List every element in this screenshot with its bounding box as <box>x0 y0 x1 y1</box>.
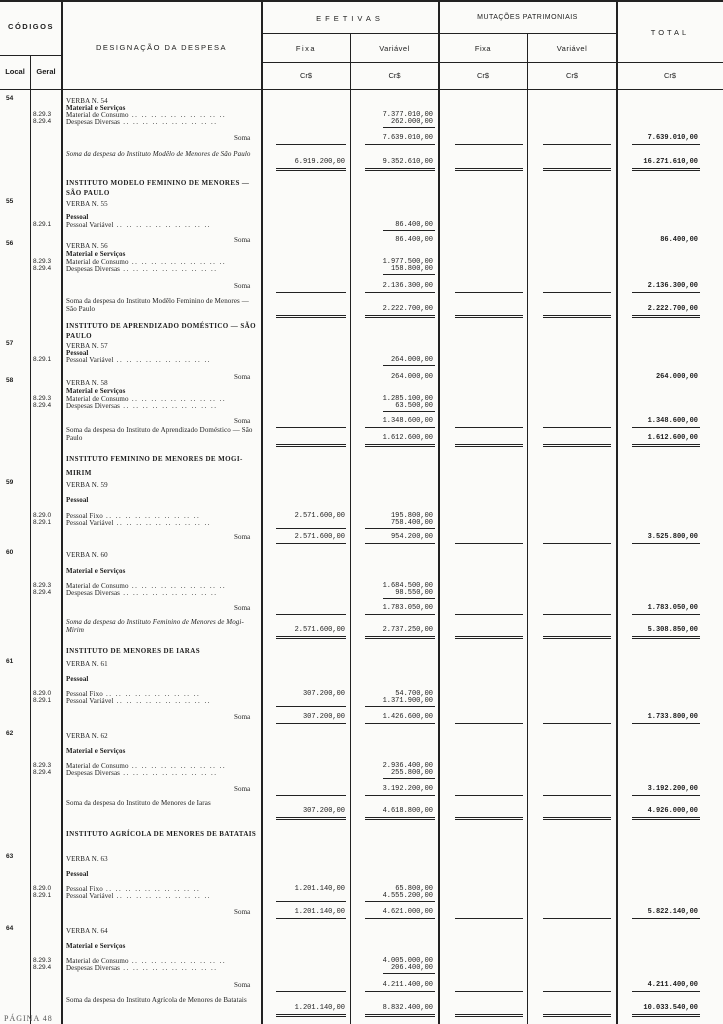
soma-label: Soma <box>234 417 251 425</box>
item-label: Soma da despesa do Instituto Agrícola de Menores de Batatais <box>66 996 247 1004</box>
soma-rule-total <box>632 918 700 919</box>
soma-rule-variavel <box>365 144 435 145</box>
item-label: VERBA N. 61 <box>66 660 108 668</box>
value-variavel: 1.348.600,00 <box>382 417 433 425</box>
value-variavel: 54.700,00 <box>395 690 433 698</box>
value-variavel: 86.400,00 <box>395 221 433 229</box>
soma-rule-fixa <box>276 427 346 428</box>
value-variavel: 7.377.010,00 <box>382 111 433 119</box>
soma-rule-mut-var <box>543 614 611 615</box>
leader-dots: .. .. .. .. .. .. .. .. .. .. <box>120 964 218 972</box>
value-variavel: 2.222.700,00 <box>382 305 433 313</box>
soma-rule-mut-var <box>543 795 611 796</box>
group-label: Pessoal <box>66 349 89 357</box>
value-variavel: 158.800,00 <box>390 265 433 273</box>
leader-dots: .. .. .. .. .. .. .. .. .. .. <box>120 402 218 410</box>
soma-rule-mut-var <box>543 292 611 293</box>
code-geral: 8.29.3 <box>33 762 52 769</box>
value-variavel: 255.800,00 <box>390 769 433 777</box>
sum-rule-variavel <box>365 315 435 318</box>
item-label: VERBA N. 57 <box>66 342 108 350</box>
section-title: INSTITUTO FEMININO DE MENORES DE MOGI-MIRIM <box>66 455 243 477</box>
code-local: 63 <box>6 853 14 860</box>
code-geral: 8.29.1 <box>33 356 52 363</box>
unit-variavel: Cr$ <box>388 71 401 80</box>
group-label: Material e Serviços <box>66 942 126 950</box>
value-total: 3.525.800,00 <box>647 533 698 541</box>
header-local: Local <box>5 67 25 76</box>
soma-rule-total <box>632 614 700 615</box>
col-line-geral <box>61 0 63 1024</box>
soma-rule-variavel <box>365 543 435 544</box>
value-total: 264.000,00 <box>655 373 698 381</box>
soma-rule-fixa <box>276 144 346 145</box>
sum-rule-fixa <box>276 817 346 820</box>
sum-rule-variavel <box>365 636 435 639</box>
value-variavel: 195.800,00 <box>390 512 433 520</box>
underline-variavel <box>383 274 435 275</box>
value-fixa: 307.200,00 <box>302 713 345 721</box>
item-label: Pessoal Variável .. .. .. .. .. .. .. .. .. .. <box>66 697 212 705</box>
section-title: INSTITUTO MODELO FEMININO DE MENORES — SÃO PAULO <box>66 179 250 197</box>
value-variavel: 1.285.100,00 <box>382 395 433 403</box>
item-label: VERBA N. 56 <box>66 242 108 250</box>
col-line-mut-variavel <box>616 0 618 1024</box>
item-label: Material de Consumo .. .. .. .. .. .. .. .. .. .. <box>66 762 227 770</box>
soma-rule-mut-fixa <box>455 543 523 544</box>
value-variavel: 4.211.400,00 <box>382 981 433 989</box>
code-geral: 8.29.1 <box>33 519 52 526</box>
value-variavel: 1.977.500,00 <box>382 258 433 266</box>
item-label: Soma da despesa do Instituto Feminino de Menores de Mogi-Mirim <box>66 618 244 634</box>
value-variavel: 1.371.900,00 <box>382 697 433 705</box>
code-geral: 8.29.0 <box>33 512 52 519</box>
item-label: VERBA N. 55 <box>66 200 108 208</box>
soma-rule-total <box>632 795 700 796</box>
header-rule-codes <box>0 55 62 56</box>
value-fixa: 2.571.600,00 <box>294 512 345 520</box>
header-variavel: Variável <box>379 44 410 53</box>
col-line-fixa <box>350 33 351 1024</box>
value-total: 1.733.800,00 <box>647 713 698 721</box>
code-geral: 8.29.0 <box>33 690 52 697</box>
value-total: 2.136.300,00 <box>647 282 698 290</box>
item-label: Material de Consumo .. .. .. .. .. .. .. .. .. .. <box>66 111 227 119</box>
soma-rule-total <box>632 427 700 428</box>
value-total: 10.033.540,00 <box>643 1004 698 1012</box>
code-geral: 8.29.4 <box>33 769 52 776</box>
unit-mut-variavel: Cr$ <box>565 71 579 80</box>
item-label: VERBA N. 54 <box>66 97 108 105</box>
item-label: Despesas Diversas .. .. .. .. .. .. .. .. .. .. <box>66 769 218 777</box>
leader-dots: .. .. .. .. .. .. .. .. .. .. <box>128 957 227 965</box>
code-geral: 8.29.4 <box>33 118 52 125</box>
soma-rule-fixa <box>276 723 346 724</box>
leader-dots: .. .. .. .. .. .. .. .. .. .. <box>120 589 218 597</box>
group-label: Material e Serviços <box>66 250 126 258</box>
soma-rule-variavel <box>365 723 435 724</box>
code-geral: 8.29.3 <box>33 395 52 402</box>
item-label: Pessoal Variável .. .. .. .. .. .. .. .. .. .. <box>66 892 212 900</box>
value-total: 1.348.600,00 <box>647 417 698 425</box>
item-label: Despesas Diversas .. .. .. .. .. .. .. .. .. .. <box>66 964 218 972</box>
sum-rule-mut-var <box>543 1014 611 1017</box>
value-variavel: 4.621.000,00 <box>382 908 433 916</box>
section-title: INSTITUTO DE MENORES DE IARAS <box>66 647 201 655</box>
sum-rule-fixa <box>276 636 346 639</box>
underline-variavel <box>383 973 435 974</box>
underline-variavel <box>383 127 435 128</box>
sum-rule-mut-fixa <box>455 636 523 639</box>
leader-dots: .. .. .. .. .. .. .. .. .. .. <box>128 762 227 770</box>
soma-label: Soma <box>234 981 251 989</box>
unit-mut-fixa: Cr$ <box>476 71 490 80</box>
leader-dots: .. .. .. .. .. .. .. .. .. .. <box>113 892 212 900</box>
code-local: 61 <box>6 658 14 665</box>
sum-rule-variavel <box>365 168 435 171</box>
item-label: VERBA N. 59 <box>66 481 108 489</box>
sum-rule-mut-var <box>543 444 611 447</box>
code-geral: 8.29.4 <box>33 589 52 596</box>
code-local: 64 <box>6 925 14 932</box>
code-geral: 8.29.3 <box>33 111 52 118</box>
value-variavel: 63.500,00 <box>395 402 433 410</box>
soma-rule-variavel <box>365 795 435 796</box>
leader-dots: .. .. .. .. .. .. .. .. .. .. <box>120 769 218 777</box>
item-label: VERBA N. 64 <box>66 927 108 935</box>
underline-variavel <box>383 778 435 779</box>
value-variavel: 1.684.500,00 <box>382 582 433 590</box>
soma-rule-mut-fixa <box>455 614 523 615</box>
group-label: Pessoal <box>66 496 89 504</box>
header-efetivas: EFETIVAS <box>316 14 384 23</box>
value-fixa: 307.200,00 <box>302 690 345 698</box>
code-geral: 8.29.4 <box>33 402 52 409</box>
header-codigos: CÓDIGOS <box>8 22 54 31</box>
value-total: 16.271.610,00 <box>643 158 698 166</box>
sum-rule-fixa <box>276 1014 346 1017</box>
leader-dots: .. .. .. .. .. .. .. .. .. .. <box>120 118 218 126</box>
sum-rule-mut-var <box>543 636 611 639</box>
group-label: Pessoal <box>66 870 89 878</box>
value-total: 3.192.200,00 <box>647 785 698 793</box>
value-variavel: 65.800,00 <box>395 885 433 893</box>
value-total: 1.783.050,00 <box>647 604 698 612</box>
item-label: VERBA N. 63 <box>66 855 108 863</box>
leader-dots: .. .. .. .. .. .. .. .. .. .. <box>128 111 227 119</box>
leader-dots: .. .. .. .. .. .. .. .. .. .. <box>113 697 212 705</box>
item-label: Despesas Diversas .. .. .. .. .. .. .. .. .. .. <box>66 265 218 273</box>
header-mutacoes: MUTAÇÕES PATRIMONIAIS <box>477 14 578 21</box>
soma-rule-total <box>632 543 700 544</box>
sum-rule-total <box>632 817 700 820</box>
item-label: Pessoal Variável .. .. .. .. .. .. .. .. .. .. <box>66 519 212 527</box>
underline-variavel <box>383 411 435 412</box>
value-total: 7.639.010,00 <box>647 134 698 142</box>
value-total: 5.822.140,00 <box>647 908 698 916</box>
value-variavel: 206.400,00 <box>390 964 433 972</box>
code-geral: 8.29.1 <box>33 892 52 899</box>
soma-rule-fixa <box>276 614 346 615</box>
soma-rule-variavel <box>365 918 435 919</box>
code-geral: 8.29.3 <box>33 957 52 964</box>
value-fixa: 1.201.140,00 <box>294 885 345 893</box>
item-label: Soma da despesa do Instituto de Menores de Iaras <box>66 799 211 807</box>
group-label: Pessoal <box>66 213 89 221</box>
code-geral: 8.29.3 <box>33 582 52 589</box>
soma-rule-mut-var <box>543 427 611 428</box>
soma-rule-mut-fixa <box>455 918 523 919</box>
group-label: Material e Serviços <box>66 567 126 575</box>
underline-variavel <box>383 230 435 231</box>
soma-rule-mut-var <box>543 918 611 919</box>
value-variavel: 954.200,00 <box>390 533 433 541</box>
item-label: Material de Consumo .. .. .. .. .. .. .. .. .. .. <box>66 395 227 403</box>
value-total: 86.400,00 <box>660 236 698 244</box>
soma-rule-total <box>632 991 700 992</box>
soma-label: Soma <box>234 533 251 541</box>
value-total: 5.308.850,00 <box>647 626 698 634</box>
section-title: INSTITUTO AGRÍCOLA DE MENORES DE BATATAIS <box>66 830 257 838</box>
item-label: VERBA N. 60 <box>66 551 108 559</box>
soma-rule-total <box>632 144 700 145</box>
value-total: 4.211.400,00 <box>647 981 698 989</box>
soma-rule-mut-var <box>543 723 611 724</box>
group-label: Pessoal <box>66 675 89 683</box>
sum-rule-fixa <box>276 444 346 447</box>
value-variavel: 264.000,00 <box>390 356 433 364</box>
leader-dots: .. .. .. .. .. .. .. .. .. .. <box>128 582 227 590</box>
underline-fixa <box>276 706 346 707</box>
leader-dots: .. .. .. .. .. .. .. .. .. .. <box>113 221 212 229</box>
item-label: Soma da despesa do Instituto Modêlo Feminino de Menores — São Paulo <box>66 297 249 313</box>
value-variavel: 758.400,00 <box>390 519 433 527</box>
code-geral: 8.29.1 <box>33 697 52 704</box>
page-footer: PÁGINA 48 <box>4 1014 53 1023</box>
group-label: Material e Serviços <box>66 104 126 112</box>
value-total: 2.222.700,00 <box>647 305 698 313</box>
value-variavel: 86.400,00 <box>395 236 433 244</box>
soma-label: Soma <box>234 134 251 142</box>
soma-rule-mut-fixa <box>455 427 523 428</box>
soma-rule-fixa <box>276 292 346 293</box>
code-geral: 8.29.4 <box>33 964 52 971</box>
soma-label: Soma <box>234 282 251 290</box>
underline-variavel <box>365 528 435 529</box>
soma-rule-fixa <box>276 795 346 796</box>
leader-dots: .. .. .. .. .. .. .. .. .. .. <box>113 356 212 364</box>
soma-rule-mut-fixa <box>455 723 523 724</box>
sum-rule-fixa <box>276 168 346 171</box>
sum-rule-variavel <box>365 817 435 820</box>
code-local: 62 <box>6 730 14 737</box>
sum-rule-variavel <box>365 444 435 447</box>
value-fixa: 1.201.140,00 <box>294 908 345 916</box>
col-line-variavel <box>438 0 440 1024</box>
code-local: 58 <box>6 377 14 384</box>
group-label: Material e Serviços <box>66 747 126 755</box>
item-label: Pessoal Variável .. .. .. .. .. .. .. .. .. .. <box>66 221 212 229</box>
section-title: INSTITUTO DE APRENDIZADO DOMÉSTICO — SÃO PAULO <box>66 322 256 340</box>
soma-rule-mut-fixa <box>455 292 523 293</box>
soma-rule-variavel <box>365 427 435 428</box>
sum-rule-mut-fixa <box>455 444 523 447</box>
item-label: Material de Consumo .. .. .. .. .. .. .. .. .. .. <box>66 582 227 590</box>
sum-rule-total <box>632 636 700 639</box>
value-variavel: 2.936.400,00 <box>382 762 433 770</box>
soma-rule-total <box>632 723 700 724</box>
value-variavel: 262.000,00 <box>390 118 433 126</box>
code-geral: 8.29.4 <box>33 265 52 272</box>
sum-rule-mut-var <box>543 168 611 171</box>
leader-dots: .. .. .. .. .. .. .. .. .. .. <box>128 395 227 403</box>
soma-label: Soma <box>234 713 251 721</box>
soma-rule-mut-fixa <box>455 795 523 796</box>
item-label: Pessoal Fixo .. .. .. .. .. .. .. .. .. .. <box>66 690 201 698</box>
soma-rule-variavel <box>365 614 435 615</box>
soma-label: Soma <box>234 908 251 916</box>
soma-rule-fixa <box>276 991 346 992</box>
item-label: Despesas Diversas .. .. .. .. .. .. .. .. .. .. <box>66 589 218 597</box>
underline-fixa <box>276 901 346 902</box>
soma-label: Soma <box>234 373 251 381</box>
item-label: Soma da despesa do Instituto Modêlo de Menores de São Paulo <box>66 150 251 158</box>
item-label: Pessoal Fixo .. .. .. .. .. .. .. .. .. .. <box>66 885 201 893</box>
soma-label: Soma <box>234 236 251 244</box>
item-label: VERBA N. 58 <box>66 379 108 387</box>
soma-rule-mut-var <box>543 543 611 544</box>
value-variavel: 2.737.250,00 <box>382 626 433 634</box>
underline-variavel <box>365 901 435 902</box>
value-variavel: 1.612.600,00 <box>382 434 433 442</box>
group-label: Material e Serviços <box>66 387 126 395</box>
leader-dots: .. .. .. .. .. .. .. .. .. .. <box>113 519 212 527</box>
value-variavel: 7.639.010,00 <box>382 134 433 142</box>
value-variavel: 1.783.050,00 <box>382 604 433 612</box>
soma-rule-total <box>632 292 700 293</box>
unit-fixa: Cr$ <box>299 71 313 80</box>
value-fixa: 307.200,00 <box>302 807 345 815</box>
sum-rule-mut-fixa <box>455 315 523 318</box>
header-designacao: DESIGNAÇÃO DA DESPESA <box>95 43 228 52</box>
sum-rule-total <box>632 1014 700 1017</box>
value-variavel: 1.426.600,00 <box>382 713 433 721</box>
leader-dots: .. .. .. .. .. .. .. .. .. .. <box>120 265 218 273</box>
soma-label: Soma <box>234 604 251 612</box>
value-variavel: 8.832.400,00 <box>382 1004 433 1012</box>
leader-dots: .. .. .. .. .. .. .. .. .. .. <box>128 258 227 266</box>
header-geral: Geral <box>36 67 56 76</box>
leader-dots: .. .. .. .. .. .. .. .. .. .. <box>102 885 201 893</box>
value-fixa: 6.919.200,00 <box>294 158 345 166</box>
value-fixa: 2.571.600,00 <box>294 626 345 634</box>
value-variavel: 4.555.200,00 <box>382 892 433 900</box>
code-geral: 8.29.3 <box>33 258 52 265</box>
soma-rule-mut-var <box>543 144 611 145</box>
header-total: TOTAL <box>650 28 690 37</box>
unit-total: Cr$ <box>663 71 677 80</box>
header-bottom-rule <box>0 89 723 90</box>
leader-dots: .. .. .. .. .. .. .. .. .. .. <box>102 690 201 698</box>
value-variavel: 264.000,00 <box>390 373 433 381</box>
code-local: 57 <box>6 340 14 347</box>
soma-rule-variavel <box>365 991 435 992</box>
leader-dots: .. .. .. .. .. .. .. .. .. .. <box>102 512 201 520</box>
sum-rule-mut-fixa <box>455 168 523 171</box>
value-fixa: 2.571.600,00 <box>294 533 345 541</box>
soma-label: Soma <box>234 785 251 793</box>
sum-rule-variavel <box>365 1014 435 1017</box>
item-label: Soma da despesa do Instituto de Aprendizado Doméstico — São Paulo <box>66 426 253 442</box>
sum-rule-mut-var <box>543 315 611 318</box>
value-variavel: 4.618.800,00 <box>382 807 433 815</box>
soma-rule-mut-fixa <box>455 144 523 145</box>
code-local: 55 <box>6 198 14 205</box>
soma-rule-variavel <box>365 292 435 293</box>
value-variavel: 9.352.610,00 <box>382 158 433 166</box>
soma-rule-fixa <box>276 543 346 544</box>
header-mut-fixa: Fixa <box>474 44 492 53</box>
value-variavel: 98.550,00 <box>395 589 433 597</box>
soma-rule-fixa <box>276 918 346 919</box>
item-label: VERBA N. 62 <box>66 732 108 740</box>
col-line-local <box>30 55 31 1024</box>
col-line-mut-fixa <box>527 33 528 1024</box>
item-label: Material de Consumo .. .. .. .. .. .. .. .. .. .. <box>66 957 227 965</box>
sum-rule-total <box>632 444 700 447</box>
code-local: 54 <box>6 95 14 102</box>
header-fixa: Fixa <box>295 44 317 53</box>
sum-rule-fixa <box>276 315 346 318</box>
value-total: 4.926.000,00 <box>647 807 698 815</box>
sum-rule-mut-var <box>543 817 611 820</box>
item-label: Material de Consumo .. .. .. .. .. .. .. .. .. .. <box>66 258 227 266</box>
code-local: 59 <box>6 479 14 486</box>
value-fixa: 1.201.140,00 <box>294 1004 345 1012</box>
code-geral: 8.29.0 <box>33 885 52 892</box>
underline-variavel <box>365 706 435 707</box>
sum-rule-mut-fixa <box>455 1014 523 1017</box>
code-local: 60 <box>6 549 14 556</box>
header-mut-variavel: Variável <box>556 44 588 53</box>
top-border <box>0 0 723 2</box>
code-geral: 8.29.1 <box>33 221 52 228</box>
value-total: 1.612.600,00 <box>647 434 698 442</box>
sum-rule-total <box>632 315 700 318</box>
item-label: Despesas Diversas .. .. .. .. .. .. .. .. .. .. <box>66 402 218 410</box>
soma-rule-mut-var <box>543 991 611 992</box>
value-variavel: 3.192.200,00 <box>382 785 433 793</box>
code-local: 56 <box>6 240 14 247</box>
item-label: Despesas Diversas .. .. .. .. .. .. .. .. .. .. <box>66 118 218 126</box>
item-label: Pessoal Variável .. .. .. .. .. .. .. .. .. .. <box>66 356 212 364</box>
underline-fixa <box>276 528 346 529</box>
soma-rule-mut-fixa <box>455 991 523 992</box>
value-variavel: 4.005.000,00 <box>382 957 433 965</box>
underline-variavel <box>383 365 435 366</box>
sum-rule-total <box>632 168 700 171</box>
item-label: Pessoal Fixo .. .. .. .. .. .. .. .. .. .. <box>66 512 201 520</box>
sum-rule-mut-fixa <box>455 817 523 820</box>
underline-variavel <box>383 598 435 599</box>
header-rule-units <box>262 62 723 63</box>
value-variavel: 2.136.300,00 <box>382 282 433 290</box>
